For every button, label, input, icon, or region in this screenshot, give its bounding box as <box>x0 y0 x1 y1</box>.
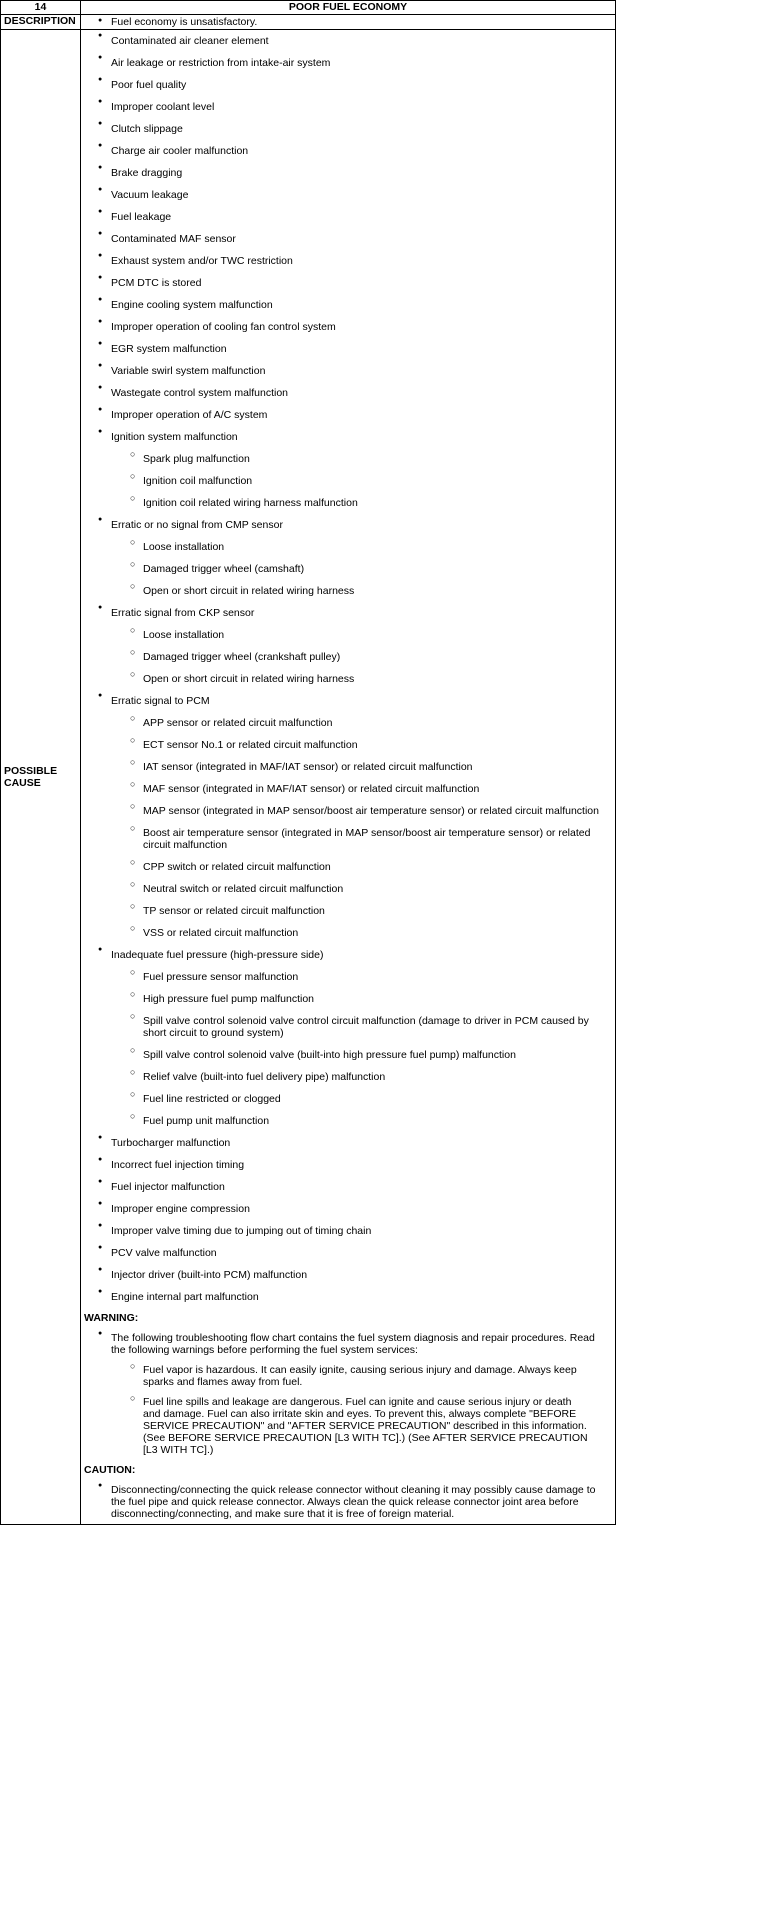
cause-subitem: ○ VSS or related circuit malfunction <box>81 922 615 944</box>
warning-title: WARNING: <box>84 1312 139 1324</box>
cause-subitem: ○ MAP sensor (integrated in MAP sensor/boost air temperature sensor) or related circuit malfunction <box>81 800 615 822</box>
cause-item: ● PCM DTC is stored <box>81 272 615 294</box>
cause-item: ● Erratic or no signal from CMP sensor <box>81 514 615 536</box>
cause-subitem: ○ Boost air temperature sensor (integrated in MAP sensor/boost air temperature sensor) or related circuit malfunction <box>81 822 615 856</box>
possible-cause-row <box>1 30 616 1525</box>
warning-subitem: ○ Fuel line spills and leakage are dangerous. Fuel can ignite and cause serious injury or death and damage. Fuel can also irritate skin and eyes. To prevent this, always complete "BEFORE SERVICE PRECAUTION" and "AFTER SERVICE PRECAUTION" described in this information. (See BEFORE SERVICE PRECAUTION [L3 WITH TC].) (See AFTER SERVICE PRECAUTION [L3 WITH TC].) <box>81 1392 615 1460</box>
cause-subitem: ○ IAT sensor (integrated in MAF/IAT sensor) or related circuit malfunction <box>81 756 615 778</box>
cause-item: ● Poor fuel quality <box>81 74 615 96</box>
cause-subitem: ○ Damaged trigger wheel (camshaft) <box>81 558 615 580</box>
description-text: ● Fuel economy is unsatisfactory. <box>81 15 615 29</box>
cause-item: ● Engine internal part malfunction <box>81 1286 615 1308</box>
caution-text: ● Disconnecting/connecting the quick release connector without cleaning it may possibly cause damage to the fuel pipe and quick release connector. Always clean the quick release connector joint area before disconnecting/connecting, and make sure that it is free of foreign material. <box>81 1480 615 1524</box>
cause-item: ● Fuel injector malfunction <box>81 1176 615 1198</box>
cause-item: ● Erratic signal from CKP sensor <box>81 602 615 624</box>
cause-item: ● Wastegate control system malfunction <box>81 382 615 404</box>
cause-subitem: ○ Ignition coil malfunction <box>81 470 615 492</box>
description-label: DESCRIPTION <box>1 15 81 30</box>
cause-item: ● Inadequate fuel pressure (high-pressure side) <box>81 944 615 966</box>
cause-subitem: ○ Fuel pressure sensor malfunction <box>81 966 615 988</box>
cause-item: ● Ignition system malfunction <box>81 426 615 448</box>
item-number: 14 <box>1 1 81 15</box>
cause-subitem: ○ Ignition coil related wiring harness malfunction <box>81 492 615 514</box>
cause-subitem: ○ Damaged trigger wheel (crankshaft pulley) <box>81 646 615 668</box>
cause-item: ● Exhaust system and/or TWC restriction <box>81 250 615 272</box>
cause-item: ● Air leakage or restriction from intake-air system <box>81 52 615 74</box>
cause-subitem: ○ APP sensor or related circuit malfunction <box>81 712 615 734</box>
cause-item: ● Injector driver (built-into PCM) malfunction <box>81 1264 615 1286</box>
cause-subitem: ○ TP sensor or related circuit malfunction <box>81 900 615 922</box>
possible-cause-label: POSSIBLE CAUSE <box>1 30 81 1525</box>
cause-item: ● Turbocharger malfunction <box>81 1132 615 1154</box>
cause-item: ● Contaminated MAF sensor <box>81 228 615 250</box>
cause-subitem: ○ Open or short circuit in related wiring harness <box>81 580 615 602</box>
cause-item: ● Incorrect fuel injection timing <box>81 1154 615 1176</box>
warning-block <box>81 1308 615 1460</box>
cause-item: ● Vacuum leakage <box>81 184 615 206</box>
cause-item: ● Improper engine compression <box>81 1198 615 1220</box>
cause-subitem: ○ Spill valve control solenoid valve (built-into high pressure fuel pump) malfunction <box>81 1044 615 1066</box>
warning-text: ● The following troubleshooting flow chart contains the fuel system diagnosis and repair procedures. Read the following warnings before performing the fuel system services: <box>81 1328 615 1360</box>
cause-item: ● Improper coolant level <box>81 96 615 118</box>
cause-item: ● Variable swirl system malfunction <box>81 360 615 382</box>
cause-subitem: ○ Neutral switch or related circuit malfunction <box>81 878 615 900</box>
cause-subitem: ○ ECT sensor No.1 or related circuit malfunction <box>81 734 615 756</box>
cause-subitem: ○ Spill valve control solenoid valve control circuit malfunction (damage to driver in PCM caused by short circuit to ground system) <box>81 1010 615 1044</box>
header-row <box>1 1 616 15</box>
cause-item: ● Clutch slippage <box>81 118 615 140</box>
cause-item: ● Improper operation of cooling fan control system <box>81 316 615 338</box>
cause-item: ● Charge air cooler malfunction <box>81 140 615 162</box>
cause-item: ● Improper valve timing due to jumping out of timing chain <box>81 1220 615 1242</box>
description-row <box>1 15 616 30</box>
cause-item: ● Fuel leakage <box>81 206 615 228</box>
cause-item: ● PCV valve malfunction <box>81 1242 615 1264</box>
cause-item: ● Erratic signal to PCM <box>81 690 615 712</box>
warning-subitem: ○ Fuel vapor is hazardous. It can easily ignite, causing serious injury and damage. Always keep sparks and flames away from fuel. <box>81 1360 615 1392</box>
cause-item: ● Brake dragging <box>81 162 615 184</box>
cause-subitem: ○ MAF sensor (integrated in MAF/IAT sensor) or related circuit malfunction <box>81 778 615 800</box>
cause-subitem: ○ CPP switch or related circuit malfunction <box>81 856 615 878</box>
cause-item: ● Engine cooling system malfunction <box>81 294 615 316</box>
cause-subitem: ○ High pressure fuel pump malfunction <box>81 988 615 1010</box>
caution-block <box>81 1460 615 1524</box>
cause-item: ● Contaminated air cleaner element <box>81 30 615 52</box>
cause-item: ● EGR system malfunction <box>81 338 615 360</box>
cause-subitem: ○ Fuel pump unit malfunction <box>81 1110 615 1132</box>
cause-subitem: ○ Loose installation <box>81 624 615 646</box>
cause-subitem: ○ Fuel line restricted or clogged <box>81 1088 615 1110</box>
page-title: POOR FUEL ECONOMY <box>81 1 616 15</box>
cause-subitem: ○ Loose installation <box>81 536 615 558</box>
cause-subitem: ○ Open or short circuit in related wiring harness <box>81 668 615 690</box>
cause-subitem: ○ Spark plug malfunction <box>81 448 615 470</box>
cause-list <box>81 30 615 1308</box>
cause-subitem: ○ Relief valve (built-into fuel delivery pipe) malfunction <box>81 1066 615 1088</box>
cause-item: ● Improper operation of A/C system <box>81 404 615 426</box>
caution-title: CAUTION: <box>84 1464 136 1476</box>
